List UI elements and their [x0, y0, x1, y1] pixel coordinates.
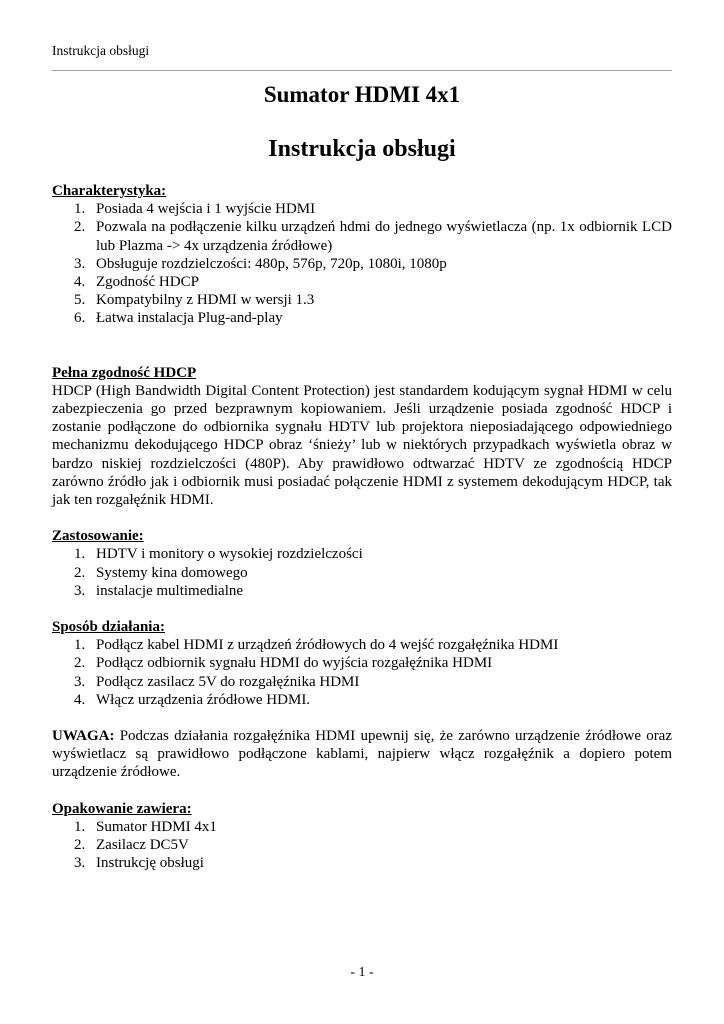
package-section: [52, 800, 672, 873]
list-item: 1. Podłącz kabel HDMI z urządzeń źródłowych do 4 wejść rozgałęźnika HDMI: [74, 637, 559, 654]
list-item: 2. Systemy kina domowego: [74, 564, 248, 581]
list-item: 4. Zgodność HDCP: [74, 274, 199, 291]
operation-list: [52, 636, 672, 709]
list-item: 2. Zasilacz DC5V: [74, 837, 189, 854]
usage-section: [52, 527, 672, 600]
list-item: 1. Posiada 4 wejścia i 1 wyjście HDMI: [74, 201, 316, 218]
hdcp-paragraph: HDCP (High Bandwidth Digital Content Protection) jest standardem kodującym sygnał HDMI w celu zabezpieczenia go przed bezprawnym kopiowaniem. Jeśli urządzenie posiada zgodność HDCP i zostanie podłączone do odbiornika sygnału HDTV lub projektora nieposiadającego odpowiedniego mechanizmu dekodującego HDCP obraz ‘śnieży’ lub w niektórych przypadkach wyświetla obraz w bardzo niskiej rozdzielczości (480P). Aby prawidłowo odtwarzać HDTV ze zgodnością HDCP zarówno źródło jak i odbiornik musi posiadać połączenie HDMI z systemem dekodującym HDCP, tak jak ten rozgałęźnik HDMI.: [52, 382, 672, 509]
hdcp-heading: Pełna zgodność HDCP: [52, 364, 197, 381]
package-list: [52, 818, 672, 873]
warning-label: UWAGA:: [52, 728, 115, 745]
list-item: 3. instalacje multimedialne: [74, 582, 244, 599]
list-item: 6. Łatwa instalacja Plug-and-play: [74, 310, 283, 327]
hdcp-section: [52, 364, 672, 510]
package-heading: Opakowanie zawiera:: [52, 800, 192, 817]
list-item: 2. Podłącz odbiornik sygnału HDMI do wyjścia rozgałęźnika HDMI: [74, 655, 493, 672]
operation-heading: Sposób działania:: [52, 619, 165, 636]
page-number: - 1 -: [350, 965, 374, 980]
list-item: 1. Sumator HDMI 4x1: [74, 818, 217, 835]
product-title: Sumator HDMI 4x1: [263, 82, 461, 107]
usage-list: [52, 545, 672, 600]
list-item: 1. HDTV i monitory o wysokiej rozdzielczości: [74, 546, 363, 563]
features-heading: Charakterystyka:: [52, 183, 167, 199]
list-item: 3. Podłącz zasilacz 5V do rozgałęźnika HDMI: [74, 673, 360, 690]
list-item: 3. Instrukcję obsługi: [74, 855, 204, 872]
warning-section: [52, 727, 672, 782]
document-body: [52, 80, 672, 873]
manual-title: Instrukcja obsługi: [268, 136, 456, 162]
header-divider: [52, 70, 672, 71]
list-item: 2. Pozwala na podłączenie kilku urządzeń hdmi do jednego wyświetlacza (np. 1x odbiornik LCD lub Plazma -> 4x urządzenia źródłowe): [74, 219, 672, 254]
operation-section: [52, 618, 672, 709]
list-item: 3. Obsługuje rozdzielczości: 480p, 576p, 720p, 1080i, 1080p: [74, 255, 447, 272]
warning-text: Podczas działania rozgałęźnika HDMI upewnij się, że zarówno urządzenie źródłowe oraz wyświetlacz są prawidłowo podłączone kablami, najpierw włącz rozgałęźnik a dopiero potem urządzenie źródłowe.: [52, 728, 672, 781]
features-list: [52, 200, 672, 327]
features-section: [52, 182, 672, 328]
warning-paragraph: [52, 727, 672, 782]
list-item: 5. Kompatybilny z HDMI w wersji 1.3: [74, 292, 315, 309]
usage-heading: Zastosowanie:: [52, 528, 144, 545]
running-header: Instrukcja obsługi: [52, 43, 150, 58]
list-item: 4. Włącz urządzenia źródłowe HDMI.: [74, 691, 311, 708]
